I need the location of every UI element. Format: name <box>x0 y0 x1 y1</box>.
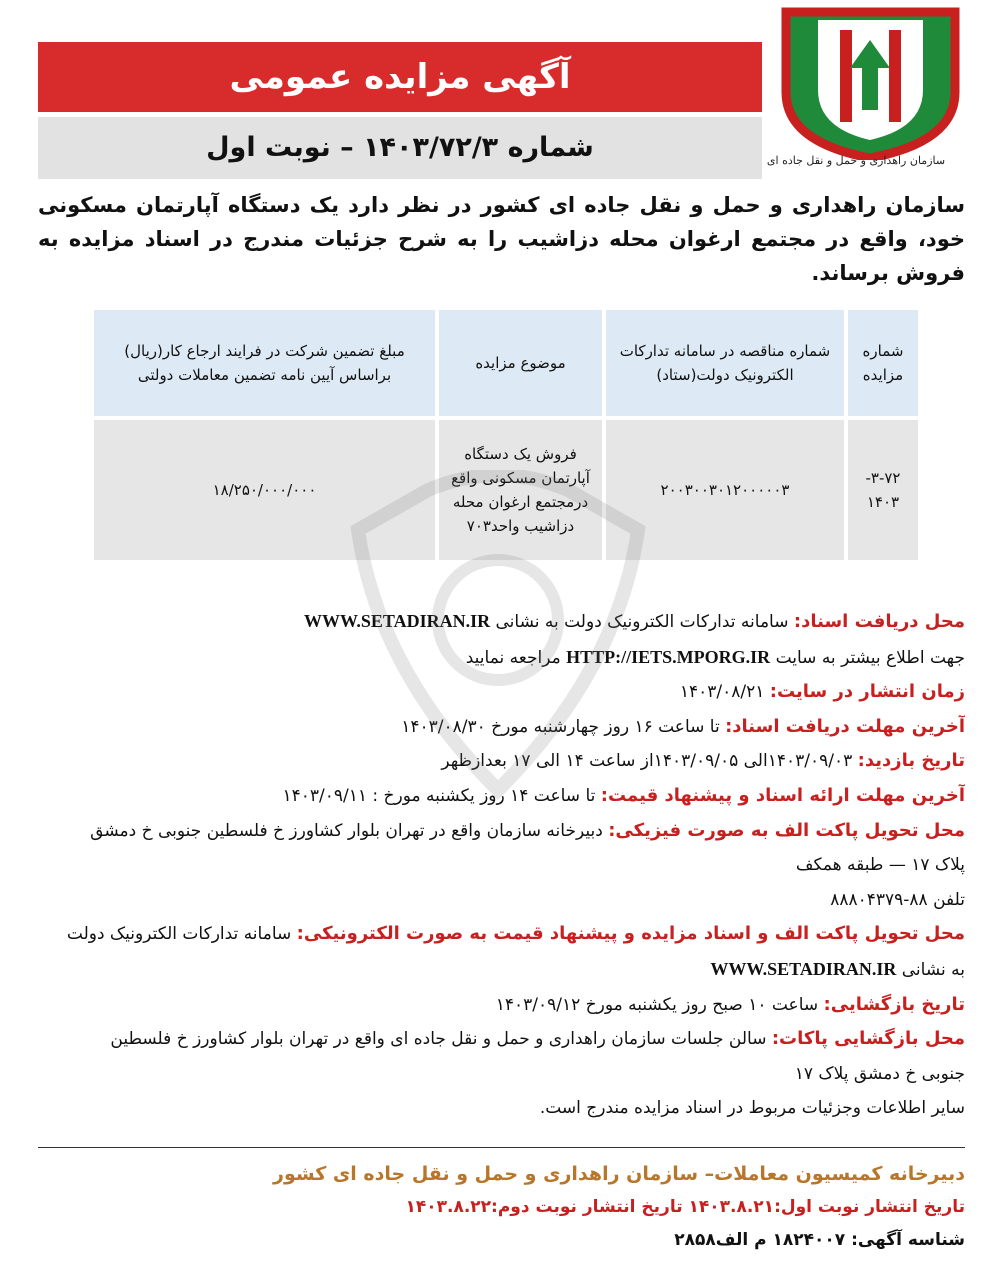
publish-text: ۱۴۰۳/۰۸/۲۱ <box>679 682 765 703</box>
phone-line <box>38 883 965 918</box>
footer-ad-id: شناسه آگهی: ۱۸۲۴۰۰۷ م الف۲۸۵۸ <box>674 1230 965 1250</box>
opening-place-text-2: جنوبی خ دمشق پلاک ۱۷ <box>794 1063 965 1084</box>
header-subject: موضوع مزایده <box>439 310 602 416</box>
page-title: آگهی مزایده عمومی <box>38 42 762 112</box>
cell-guarantee-amount: ۱۸/۲۵۰/۰۰۰/۰۰۰ <box>94 420 435 560</box>
footer <box>38 1158 965 1257</box>
doc-place-text: سامانه تدارکات الکترونیک دولت به نشانی <box>495 612 789 632</box>
deadline-line <box>38 710 965 745</box>
electronic-line <box>38 917 965 952</box>
electronic-link[interactable]: WWW.SETADIRAN.IR <box>710 958 897 979</box>
offer-text: تا ساعت ۱۴ روز یکشنبه مورخ : ۱۴۰۳/۰۹/۱۱ <box>282 785 596 806</box>
table-row <box>94 420 918 560</box>
deadline-label: آخرین مهلت دریافت اسناد: <box>725 715 965 737</box>
opening-text: ساعت ۱۰ صبح روز یکشنبه مورخ ۱۴۰۳/۰۹/۱۲ <box>495 994 819 1015</box>
publish-label: زمان انتشار در سایت: <box>769 681 965 703</box>
details-section <box>38 604 965 1126</box>
auction-table <box>90 306 922 564</box>
info-link[interactable]: HTTP://IETS.MPORG.IR <box>566 646 771 667</box>
visit-label: تاریخ بازدید: <box>857 750 965 772</box>
offer-label: آخرین مهلت ارائه اسناد و پیشنهاد قیمت: <box>600 784 965 806</box>
cell-tender-number: ۲۰۰۳۰۰۳۰۱۲۰۰۰۰۰۳ <box>606 420 844 560</box>
header-guarantee-amount: مبلغ تضمین شرکت در فرایند ارجاع کار(ریال) براساس آیین نامه تضمین معاملات دولتی <box>94 310 435 416</box>
doc-place-label: محل دریافت اسناد: <box>793 611 965 632</box>
physical-label: محل تحویل پاکت الف به صورت فیزیکی: <box>608 819 965 841</box>
doc-place-line <box>38 604 965 640</box>
info-line <box>38 640 965 676</box>
notice-number: شماره ۱۴۰۳/۷۲/۳ – نوبت اول <box>38 117 762 179</box>
physical-line-2 <box>38 848 965 883</box>
opening-place-line <box>38 1022 965 1057</box>
header-tender-number: شماره مناقصه در سامانه تدارکات الکترونیک دولت(ستاد) <box>606 310 844 416</box>
physical-line <box>38 814 965 849</box>
footer-organization: دبیرخانه کمیسیون معاملات– سازمان راهداری و حمل و نقل جاده ای کشور <box>273 1163 965 1185</box>
table-header-row <box>94 310 918 416</box>
info-prefix: جهت اطلاع بیشتر به سایت <box>775 647 965 668</box>
phone-text: تلفن ۸۸-۸۸۸۰۴۳۷۹ <box>830 889 965 910</box>
electronic-text: سامانه تدارکات الکترونیک دولت <box>66 924 292 945</box>
organization-logo <box>768 0 973 180</box>
doc-place-link[interactable]: WWW.SETADIRAN.IR <box>304 611 491 631</box>
opening-line <box>38 988 965 1023</box>
visit-text: ۱۴۰۳/۰۹/۰۳الی ۱۴۰۳/۰۹/۰۵از ساعت ۱۴ الی ۱۷ بعدازظهر <box>441 751 853 772</box>
logo-caption: سازمان راهداری و حمل و نقل جاده ای <box>766 154 946 167</box>
other-info-text: سایر اطلاعات وجزئیات مربوط در اسناد مزایده مندرج است. <box>539 1098 965 1119</box>
opening-place-line-2 <box>38 1057 965 1092</box>
opening-place-label: محل بازگشایی پاکات: <box>771 1028 965 1050</box>
physical-text: دبیرخانه سازمان واقع در تهران بلوار کشاورز خ فلسطین جنوبی خ دمشق <box>90 820 603 841</box>
header-auction-number: شماره مزایده <box>848 310 918 416</box>
publish-line <box>38 675 965 710</box>
intro-paragraph: سازمان راهداری و حمل و نقل جاده ای کشور در نظر دارد یک دستگاه آپارتمان مسکونی خود، واقع در مجتمع ارغوان محله دزاشیب را به شرح جزئیات مندرج در اسناد مزایده به فروش برساند. <box>38 193 965 285</box>
electronic-label: محل تحویل پاکت الف و اسناد مزایده و پیشنهاد قیمت به صورت الکترونیکی: <box>296 923 965 945</box>
footer-divider <box>38 1147 965 1148</box>
road-arrows-emblem-icon <box>768 0 973 160</box>
physical-text-2: پلاک ۱۷ — طبقه همکف <box>795 855 965 876</box>
visit-line <box>38 744 965 779</box>
offer-line <box>38 779 965 814</box>
electronic-line-2 <box>38 952 965 988</box>
opening-place-text: سالن جلسات سازمان راهداری و حمل و نقل جاده ای واقع در تهران بلوار کشاورز خ فلسطین <box>110 1029 767 1050</box>
electronic-prefix: به نشانی <box>901 959 965 980</box>
opening-label: تاریخ بازگشایی: <box>823 993 965 1015</box>
cell-auction-number: ۳-۷۲- ۱۴۰۳ <box>848 420 918 560</box>
other-info-line <box>38 1091 965 1126</box>
cell-subject: فروش یک دستگاه آپارتمان مسکونی واقع درمجتمع ارغوان محله دزاشیب واحد۷۰۳ <box>439 420 602 560</box>
deadline-text: تا ساعت ۱۶ روز چهارشنبه مورخ ۱۴۰۳/۰۸/۳۰ <box>401 716 720 737</box>
footer-publish-dates: تاریخ انتشار نوبت اول:۱۴۰۳.۸.۲۱ تاریخ انتشار نوبت دوم:۱۴۰۳.۸.۲۲ <box>405 1197 965 1217</box>
info-suffix: مراجعه نمایید <box>465 647 561 668</box>
